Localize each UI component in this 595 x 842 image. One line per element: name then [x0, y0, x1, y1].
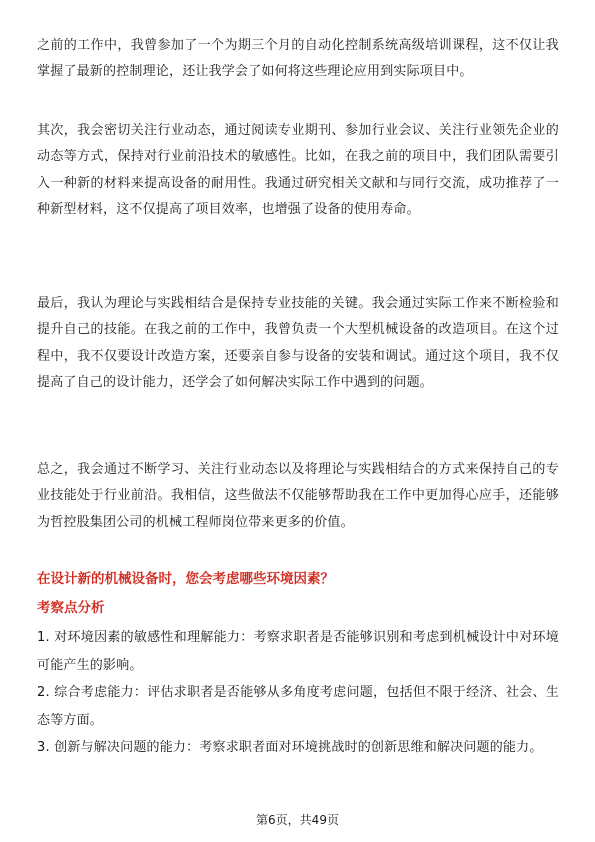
analysis-list	[37, 624, 559, 762]
paragraph-training: 之前的工作中，我曾参加了一个为期三个月的自动化控制系统高级培训课程，这不仅让我掌握了最新的控制理论，还让我学会了如何将这些理论应用到实际项目中。	[37, 38, 559, 80]
paragraph-theory-practice: 最后，我认为理论与实践相结合是保持专业技能的关键。我会通过实际工作来不断检验和提升自己的技能。在我之前的工作中，我曾负责一个大型机械设备的改造项目。在这个过程中，我不仅要设计改造方案，还要亲自参与设备的安装和调试。通过这个项目，我不仅提高了自己的设计能力，还学会了如何解决实际工作中遇到的问题。	[37, 296, 559, 390]
page-number: 第6页，共49页	[256, 813, 339, 827]
paragraph-industry-trends: 其次，我会密切关注行业动态，通过阅读专业期刊、参加行业会议、关注行业领先企业的动态等方式，保持对行业前沿技术的敏感性。比如，在我之前的项目中，我们团队需要引入一种新的材料来提高设备的耐用性。我通过研究相关文献和与同行交流，成功推荐了一种新型材料，这不仅提高了项目效率，也增强了设备的使用寿命。	[37, 123, 559, 217]
analysis-heading: 考察点分析	[37, 600, 105, 616]
paragraph-conclusion: 总之，我会通过不断学习、关注行业动态以及将理论与实践相结合的方式来保持自己的专业技能处于行业前沿。我相信，这些做法不仅能够帮助我在工作中更加得心应手，还能够为哲控股集团公司的机械工程师岗位带来更多的价值。	[37, 462, 559, 530]
list-item: 3. 创新与解决问题的能力：考察求职者面对环境挑战时的创新思维和解决问题的能力。	[37, 740, 543, 755]
question-heading: 在设计新的机械设备时，您会考虑哪些环境因素？	[37, 571, 334, 587]
list-item: 2. 综合考虑能力：评估求职者是否能够从多角度考虑问题，包括但不限于经济、社会、生态等方面。	[37, 685, 559, 728]
list-item: 1. 对环境因素的敏感性和理解能力：考察求职者是否能够识别和考虑到机械设计中对环境可能产生的影响。	[37, 630, 559, 673]
